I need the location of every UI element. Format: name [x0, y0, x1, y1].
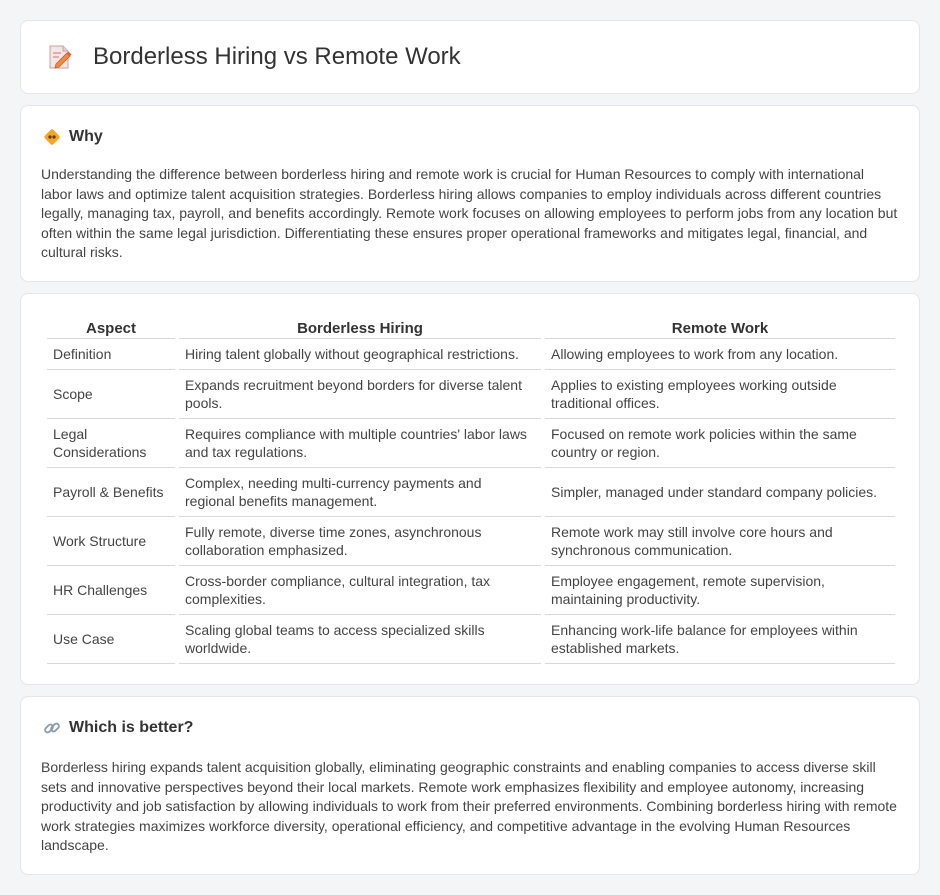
- diamond-sign-icon: [43, 128, 61, 146]
- table-row: [47, 615, 895, 664]
- table-row: [47, 468, 895, 517]
- remote-cell: Employee engagement, remote supervision, maintaining productivity.: [545, 566, 895, 615]
- document-pencil-icon: [45, 43, 73, 71]
- link-icon: [43, 719, 61, 737]
- which-is-better-section: [20, 696, 920, 875]
- aspect-cell: Payroll & Benefits: [47, 468, 175, 517]
- remote-cell: Allowing employees to work from any location.: [545, 339, 895, 370]
- table-row: [47, 566, 895, 615]
- remote-cell: Remote work may still involve core hours and synchronous communication.: [545, 517, 895, 566]
- table-row: [47, 419, 895, 468]
- header-borderless-hiring: Borderless Hiring: [179, 313, 541, 339]
- why-heading: Why: [69, 128, 103, 145]
- aspect-cell: HR Challenges: [47, 566, 175, 615]
- borderless-cell: Complex, needing multi-currency payments and regional benefits management.: [179, 468, 541, 517]
- remote-cell: Enhancing work-life balance for employees within established markets.: [545, 615, 895, 664]
- title-card: [20, 20, 920, 94]
- aspect-cell: Scope: [47, 370, 175, 419]
- remote-cell: Applies to existing employees working outside traditional offices.: [545, 370, 895, 419]
- remote-cell: Simpler, managed under standard company policies.: [545, 468, 895, 517]
- why-section: [20, 105, 920, 282]
- aspect-cell: Definition: [47, 339, 175, 370]
- borderless-cell: Fully remote, diverse time zones, asynchronous collaboration emphasized.: [179, 517, 541, 566]
- comparison-table: [43, 313, 899, 664]
- table-header-row: [47, 313, 895, 339]
- table-row: [47, 370, 895, 419]
- page-title: Borderless Hiring vs Remote Work: [93, 43, 461, 70]
- borderless-cell: Hiring talent globally without geographical restrictions.: [179, 339, 541, 370]
- borderless-cell: Expands recruitment beyond borders for diverse talent pools.: [179, 370, 541, 419]
- aspect-cell: Use Case: [47, 615, 175, 664]
- which-is-better-heading: Which is better?: [69, 719, 194, 736]
- which-is-better-body: Borderless hiring expands talent acquisition globally, eliminating geographic constraints and enabling companies to access diverse skill sets and innovative perspectives beyond their local markets. Remote work emphasizes flexibility and employee autonomy, increasing productivity and job satisfaction by allowing individuals to work from their preferred environments. Combining borderless hiring with remote work strategies maximizes workforce diversity, operational efficiency, and competitive advantage in the evolving Human Resources landscape.: [41, 759, 897, 853]
- why-body: Understanding the difference between borderless hiring and remote work is crucial for Human Resources to comply with international labor laws and optimize talent acquisition strategies. Borderless hiring allows companies to employ individuals across different countries legally, managing tax, payroll, and benefits accordingly. Remote work focuses on allowing employees to perform jobs from any location but often within the same legal jurisdiction. Differentiating these ensures proper operational frameworks and mitigates legal, financial, and cultural risks.: [41, 166, 898, 260]
- header-remote-work: Remote Work: [545, 313, 895, 339]
- header-aspect: Aspect: [47, 313, 175, 339]
- aspect-cell: Legal Considerations: [47, 419, 175, 468]
- table-row: [47, 339, 895, 370]
- comparison-card: [20, 293, 920, 685]
- borderless-cell: Cross-border compliance, cultural integration, tax complexities.: [179, 566, 541, 615]
- aspect-cell: Work Structure: [47, 517, 175, 566]
- table-row: [47, 517, 895, 566]
- borderless-cell: Requires compliance with multiple countries' labor laws and tax regulations.: [179, 419, 541, 468]
- borderless-cell: Scaling global teams to access specialized skills worldwide.: [179, 615, 541, 664]
- remote-cell: Focused on remote work policies within the same country or region.: [545, 419, 895, 468]
